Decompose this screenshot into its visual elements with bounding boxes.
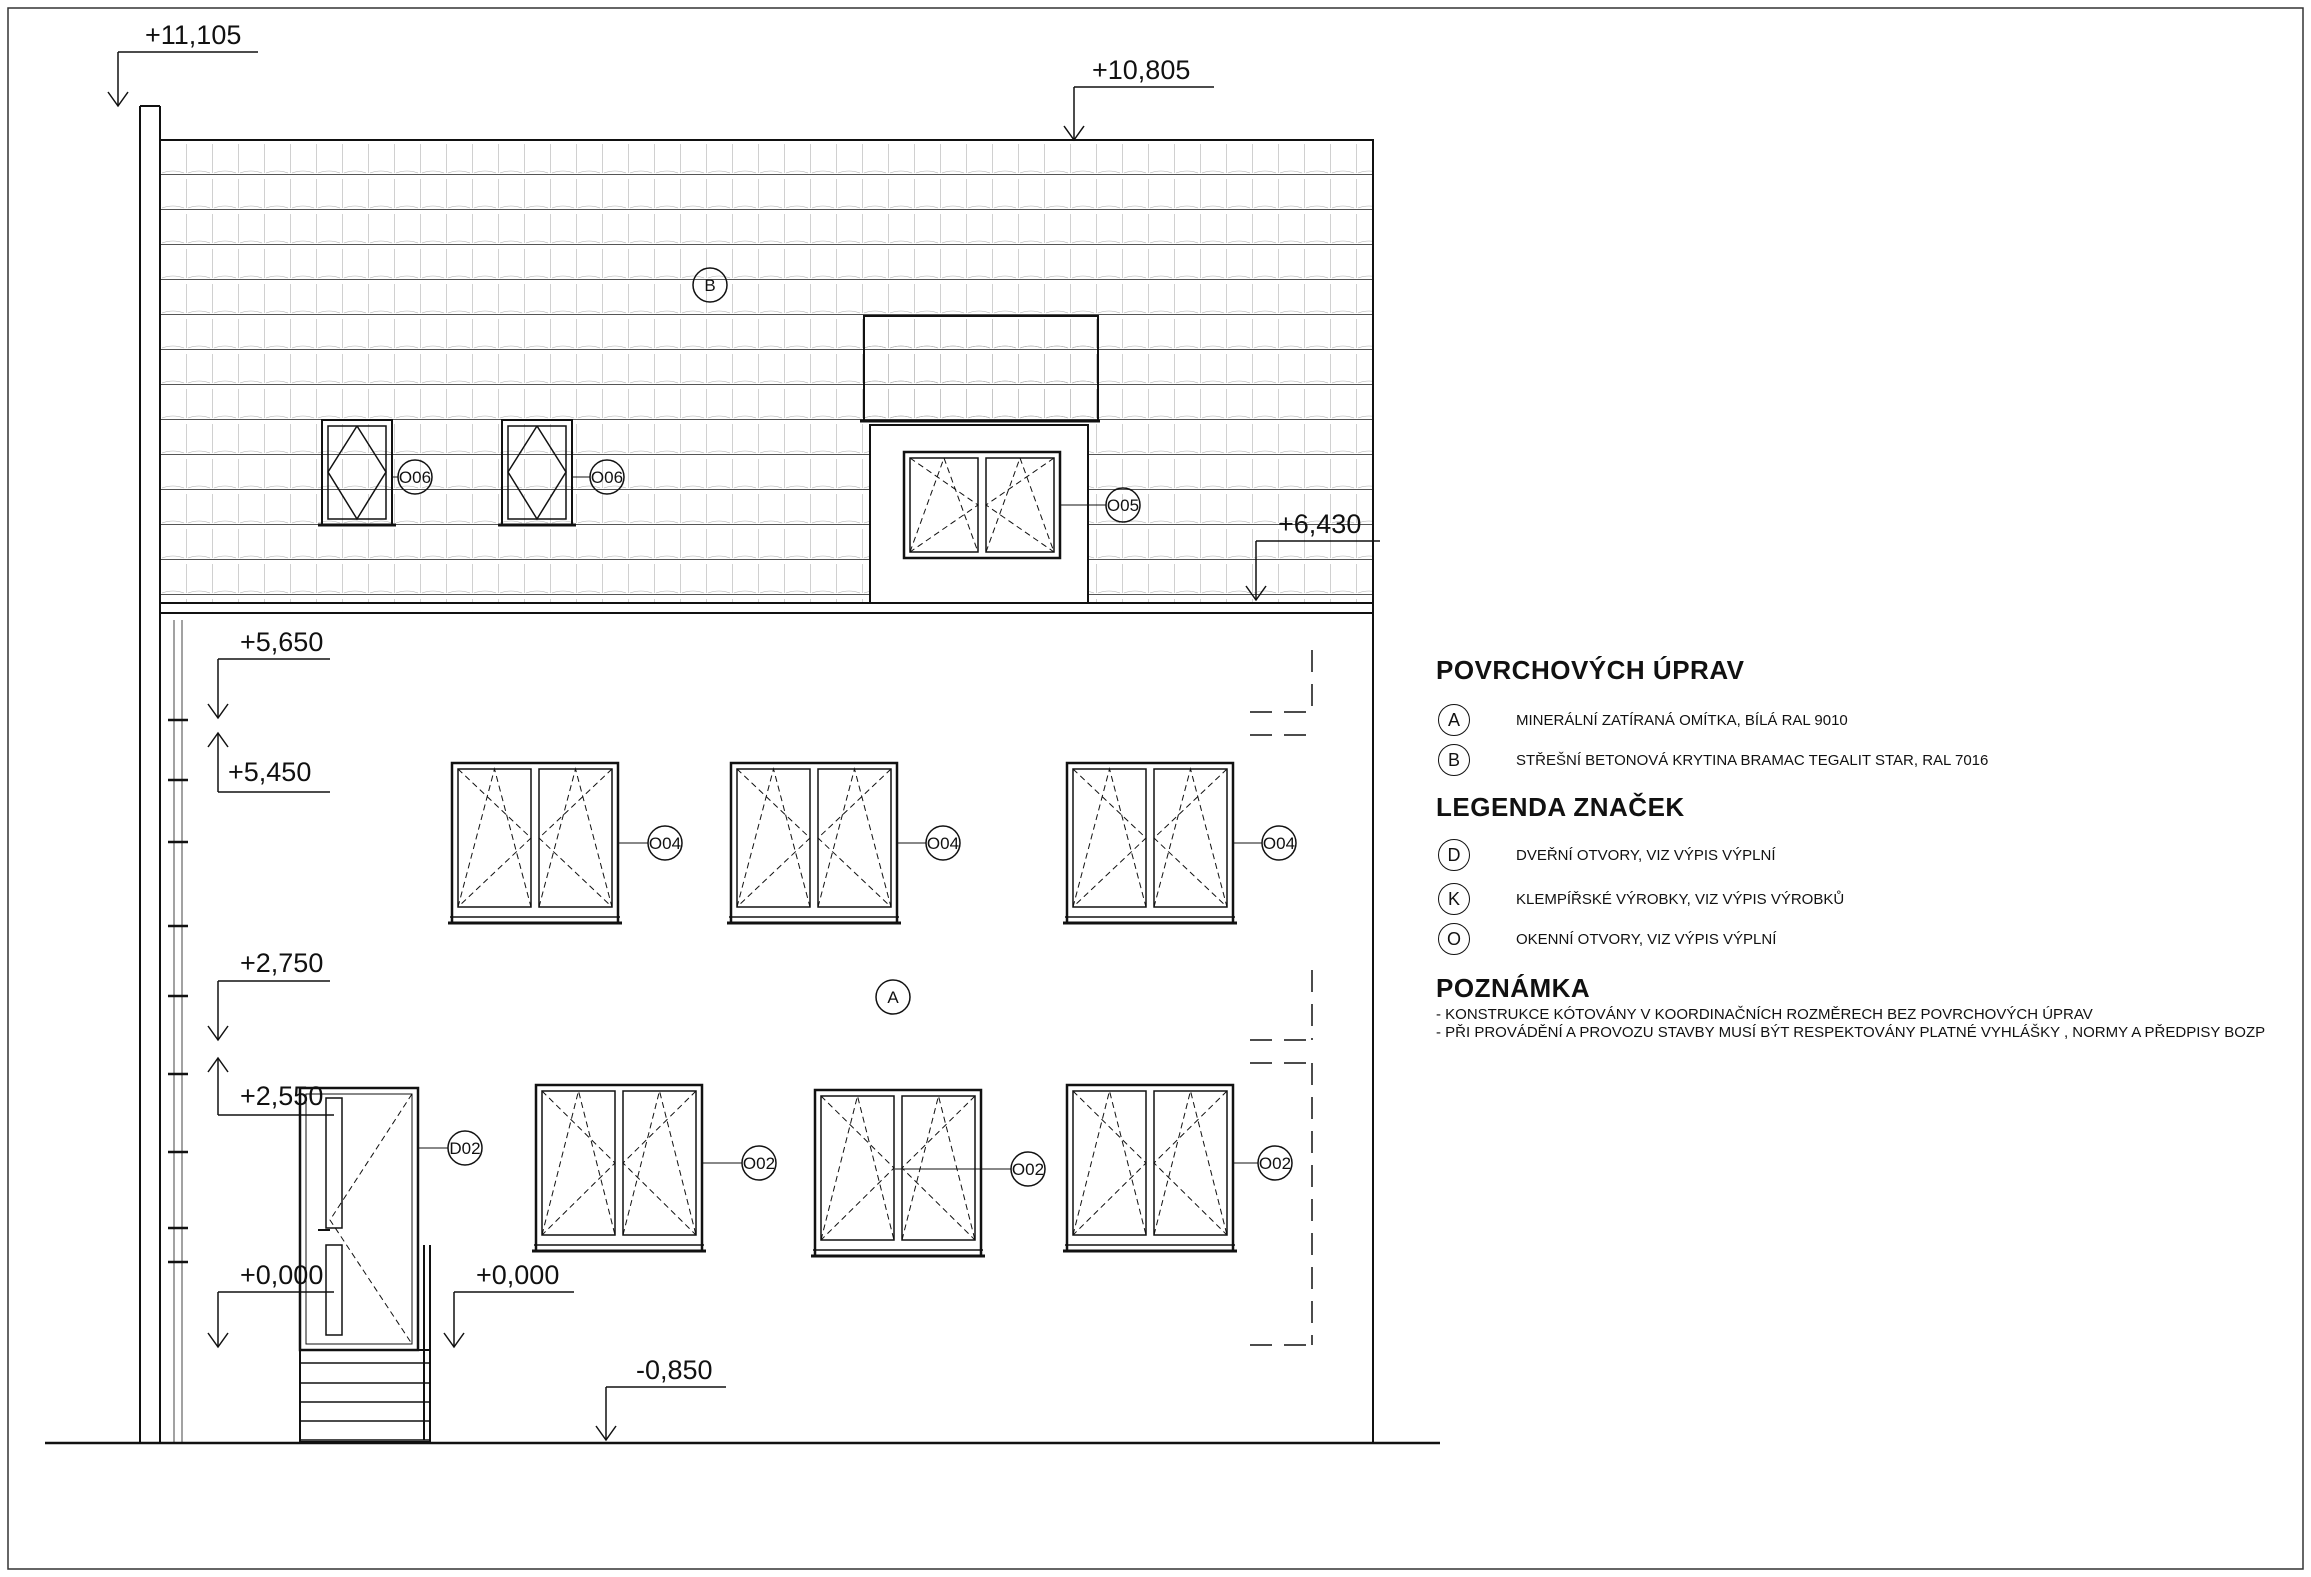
note-title: POZNÁMKA xyxy=(1436,973,1591,1003)
level-2550 xyxy=(208,1058,334,1115)
legend-row-a xyxy=(1436,700,2286,740)
tag-upper-window-1 xyxy=(618,826,682,860)
level-chimney-top xyxy=(108,20,258,106)
level-ridge xyxy=(1064,55,1214,140)
lower-window-2 xyxy=(811,1090,985,1256)
svg-text:O06: O06 xyxy=(590,468,624,487)
tag-facade-material xyxy=(876,980,910,1014)
level-label: +5,650 xyxy=(240,627,324,657)
legend-row-o xyxy=(1436,919,2286,959)
level-entry-landing xyxy=(444,1260,574,1347)
surfaces-title: POVRCHOVÝCH ÚPRAV xyxy=(1436,655,1745,685)
svg-text:B: B xyxy=(704,276,716,295)
svg-text:O02: O02 xyxy=(742,1154,776,1173)
level-label: +2,550 xyxy=(240,1081,324,1111)
entry-stairs xyxy=(300,1350,430,1442)
level-label: -0,850 xyxy=(636,1355,713,1385)
svg-text:O04: O04 xyxy=(648,834,682,853)
level-terrain xyxy=(596,1355,726,1440)
tag-upper-window-2 xyxy=(897,826,960,860)
tag-upper-window-3 xyxy=(1233,826,1296,860)
legend-code: B xyxy=(1438,744,1470,776)
tag-lower-window-1 xyxy=(702,1146,776,1180)
legend-code: O xyxy=(1438,923,1470,955)
svg-text:O04: O04 xyxy=(1262,834,1296,853)
tag-door xyxy=(418,1131,482,1165)
legend-code: D xyxy=(1438,839,1470,871)
level-entry-floor xyxy=(208,1260,334,1347)
level-2750 xyxy=(208,948,330,1040)
lower-window-1 xyxy=(532,1085,706,1251)
eave-band xyxy=(160,603,1373,613)
note-line: - KONSTRUKCE KÓTOVÁNY V KOORDINAČNÍCH ROZMĚRECH BEZ POVRCHOVÝCH ÚPRAV xyxy=(1436,1006,2093,1023)
legend-row-k xyxy=(1436,879,2286,919)
legend-row-d xyxy=(1436,835,2286,879)
level-label: +6,430 xyxy=(1278,509,1362,539)
dormer-roof xyxy=(864,316,1098,421)
legend-text: MINERÁLNÍ ZATÍRANÁ OMÍTKA, BÍLÁ RAL 9010 xyxy=(1516,712,1848,729)
level-label: +5,450 xyxy=(228,757,312,787)
legend-row-b xyxy=(1436,740,2286,780)
level-label: +2,750 xyxy=(240,948,324,978)
level-label: +10,805 xyxy=(1092,55,1191,85)
upper-window-3 xyxy=(1063,763,1237,923)
upper-windows xyxy=(448,763,1237,923)
tag-lower-window-2 xyxy=(895,1152,1045,1186)
upper-window-1 xyxy=(448,763,622,923)
roof-tiles xyxy=(160,140,1373,603)
legend-panel xyxy=(1436,655,2286,1042)
svg-text:O06: O06 xyxy=(398,468,432,487)
svg-text:D02: D02 xyxy=(449,1139,481,1158)
svg-text:A: A xyxy=(887,988,899,1007)
svg-text:O05: O05 xyxy=(1106,496,1140,515)
lower-window-3 xyxy=(1063,1085,1237,1251)
level-5450 xyxy=(208,733,330,792)
level-label: +0,000 xyxy=(476,1260,560,1290)
svg-text:O02: O02 xyxy=(1258,1154,1292,1173)
note-line: - PŘI PROVÁDĚNÍ A PROVOZU STAVBY MUSÍ BÝT RESPEKTOVÁNY PLATNÉ VYHLÁŠKY , NORMY A PŘEDPISY BOZP xyxy=(1436,1024,2266,1041)
svg-text:O02: O02 xyxy=(1011,1160,1045,1179)
level-5650 xyxy=(208,627,330,718)
svg-text:O04: O04 xyxy=(926,834,960,853)
roof xyxy=(160,140,1373,603)
legend-text: KLEMPÍŘSKÉ VÝROBKY, VIZ VÝPIS VÝROBKŮ xyxy=(1516,891,1845,908)
legend-code: A xyxy=(1438,704,1470,736)
legend-code: K xyxy=(1438,883,1470,915)
lower-windows xyxy=(532,1085,1237,1256)
legend-text: DVEŘNÍ OTVORY, VIZ VÝPIS VÝPLNÍ xyxy=(1516,847,1776,864)
symbols-title: LEGENDA ZNAČEK xyxy=(1436,792,1685,822)
level-label: +0,000 xyxy=(240,1260,324,1290)
level-label: +11,105 xyxy=(145,20,242,50)
upper-window-2 xyxy=(727,763,901,923)
tag-lower-window-3 xyxy=(1233,1146,1292,1180)
legend-text: STŘEŠNÍ BETONOVÁ KRYTINA BRAMAC TEGALIT STAR, RAL 7016 xyxy=(1516,752,1989,769)
legend-text: OKENNÍ OTVORY, VIZ VÝPIS VÝPLNÍ xyxy=(1516,931,1777,948)
